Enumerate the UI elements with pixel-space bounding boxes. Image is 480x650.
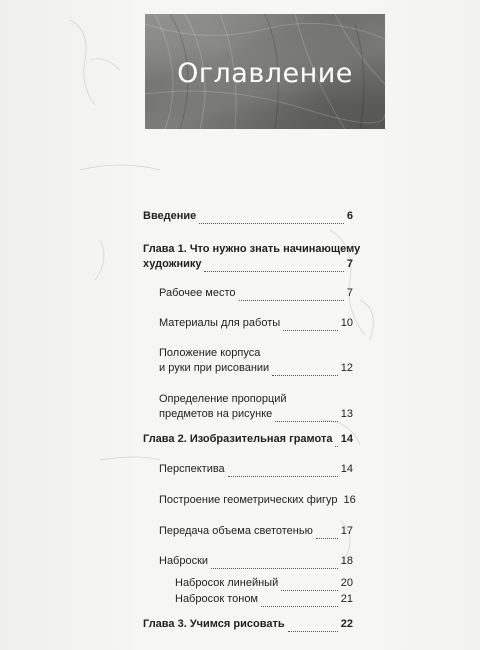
toc-entry-label: Глава 2. Изобразительная грамота [143,433,333,445]
toc-entry-label: Набросок тоном [175,593,258,605]
toc-entry-perspective[interactable] [159,462,353,477]
dot-leader [272,364,338,376]
toc-entry-materials[interactable] [159,316,353,331]
toc-entry-label: Материалы для работы [159,317,281,329]
dot-leader [211,557,338,569]
toc-entry-page: 21 [340,593,353,605]
toc-entry-page: 20 [340,577,353,589]
dot-leader [275,410,337,422]
toc-entry-page: 10 [340,317,353,329]
toc-entry-page: 17 [340,525,353,537]
toc-entry-page: 12 [340,362,353,374]
toc-entry-intro[interactable] [143,209,353,224]
toc-entry-page: 22 [340,618,353,630]
toc-entry-page: 18 [340,555,353,567]
toc-entry-label-line1: Глава 1. Что нужно знать начинающему [143,243,361,255]
toc-entry-chapter-2[interactable] [143,432,353,447]
toc-entry-page: 13 [340,408,353,420]
toc-entry-chapter-3[interactable] [143,617,353,632]
toc-entry-label-line1: Положение корпуса [159,347,261,359]
page-title: Оглавление [177,58,353,89]
toc-entry-chiaroscuro[interactable] [159,524,353,539]
dot-leader [288,620,338,632]
toc-entry-label: Построение геометрических фигур [159,494,338,506]
dot-leader [204,260,343,272]
toc-entry-label-line2: художнику [143,258,202,270]
toc-entry-label: Перспектива [159,463,225,475]
toc-entry-linear-sketch[interactable] [175,576,353,591]
toc-entry-label: Набросок линейный [175,577,279,589]
dot-leader [239,289,344,301]
toc-entry-posture[interactable] [159,346,353,376]
toc-entry-label: Введение [143,210,197,222]
toc-entry-geometric-shapes[interactable] [159,493,356,508]
toc-entry-tonal-sketch[interactable] [175,592,353,607]
toc-entry-label: Рабочее место [159,287,236,299]
toc-entry-sketches[interactable] [159,554,353,569]
dot-leader [199,212,344,224]
dot-leader [283,319,338,331]
toc-entry-chapter-1[interactable] [143,242,361,272]
toc-entry-label-line1: Определение пропорций [159,393,287,405]
toc-entry-page: 6 [346,210,353,222]
toc-entry-label-line2: предметов на рисунке [159,408,273,420]
dot-leader [228,465,338,477]
toc-entry-page: 14 [340,433,353,445]
dot-leader [316,527,338,539]
toc-entry-label: Передача объема светотенью [159,525,313,537]
toc-entry-workplace[interactable] [159,286,353,301]
toc-entry-page: 7 [346,287,353,299]
toc-entry-label: Глава 3. Учимся рисовать [143,618,285,630]
toc-entry-proportions[interactable] [159,392,353,422]
dot-leader [335,435,337,447]
dot-leader [281,579,338,591]
toc-entry-page: 7 [346,258,353,270]
toc-entry-page: 14 [340,463,353,475]
toc-entry-page: 16 [343,494,356,506]
toc-entry-label: Наброски [159,555,209,567]
dot-leader [261,595,338,607]
toc-entry-label-line2: и руки при рисовании [159,362,270,374]
